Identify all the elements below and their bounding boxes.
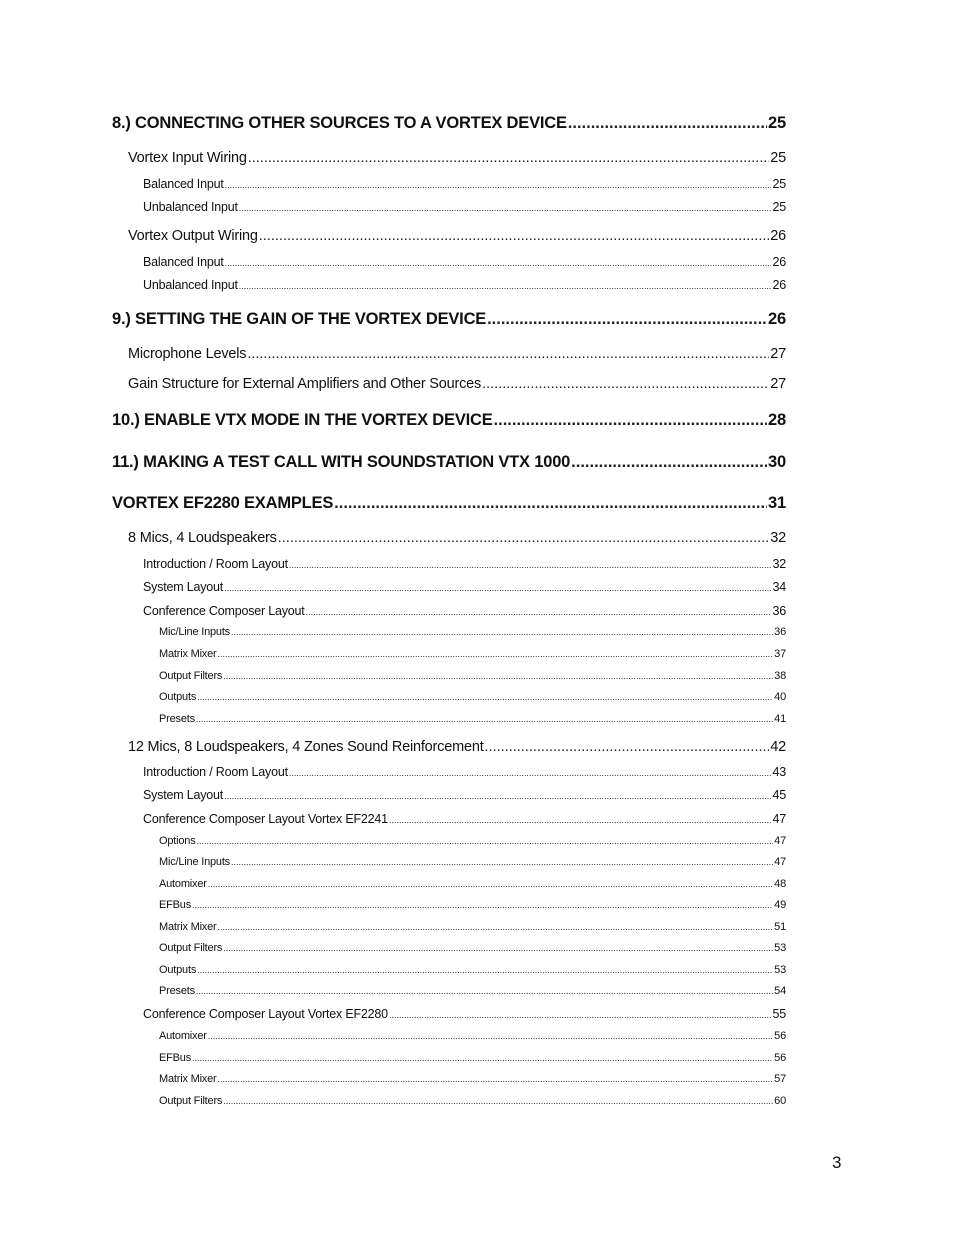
toc-entry-page: 40: [774, 691, 786, 703]
toc-entry-page: 38: [774, 670, 786, 682]
toc-entry-title: Introduction / Room Layout: [143, 557, 288, 571]
toc-entry-title: Automixer: [159, 1030, 207, 1042]
toc-entry-title: 12 Mics, 8 Loudspeakers, 4 Zones Sound Reinforcement: [128, 739, 484, 755]
toc-entry-page: 25: [772, 200, 786, 214]
toc-entry[interactable]: [159, 879, 786, 890]
dot-leader: [389, 816, 772, 825]
toc-entry[interactable]: [112, 311, 786, 328]
toc-entry-page: 26: [772, 278, 786, 292]
toc-entry-title: System Layout: [143, 580, 224, 594]
toc-entry-title: 8 Mics, 4 Loudspeakers: [128, 530, 277, 546]
toc-entry-title: Unbalanced Input: [143, 200, 238, 214]
toc-entry-page: 47: [774, 835, 786, 847]
toc-entry[interactable]: [143, 605, 786, 618]
toc-entry-title: Conference Composer Layout Vortex EF2280: [143, 1007, 388, 1021]
toc-entry[interactable]: [128, 151, 786, 166]
dot-leader: [239, 282, 772, 291]
toc-entry[interactable]: [159, 671, 786, 682]
dot-leader: [247, 347, 769, 362]
toc-entry-page: 27: [770, 346, 786, 362]
toc-entry-page: 37: [774, 648, 786, 660]
toc-entry-title: Balanced Input: [143, 255, 224, 269]
toc-entry[interactable]: [159, 857, 786, 868]
toc-entry-title: Balanced Input: [143, 177, 224, 191]
toc-entry[interactable]: [112, 454, 786, 471]
dot-leader: [192, 1054, 773, 1063]
dot-leader: [223, 1097, 773, 1106]
dot-leader: [224, 584, 771, 593]
toc-entry-page: 25: [772, 177, 786, 191]
toc-entry[interactable]: [159, 714, 786, 725]
toc-entry-page: 47: [774, 856, 786, 868]
toc-entry-title: Options: [159, 835, 196, 847]
toc-entry-title: EFBus: [159, 1052, 192, 1064]
dot-leader: [192, 901, 773, 910]
toc-entry[interactable]: [143, 766, 786, 779]
dot-leader: [389, 1011, 772, 1020]
dot-leader: [334, 495, 767, 512]
toc-entry[interactable]: [159, 1053, 786, 1064]
toc-entry-title: Output Filters: [159, 670, 223, 682]
toc-entry-title: Vortex Output Wiring: [128, 228, 258, 244]
toc-entry-title: Mic/Line Inputs: [159, 626, 230, 638]
toc-entry[interactable]: [143, 1008, 786, 1021]
dot-leader: [197, 966, 773, 975]
toc-entry[interactable]: [159, 965, 786, 976]
toc-entry-page: 47: [772, 812, 786, 826]
toc-entry-page: 26: [770, 228, 786, 244]
page-number: 3: [832, 1153, 842, 1172]
toc-entry[interactable]: [143, 558, 786, 571]
toc-entry[interactable]: [143, 201, 786, 214]
dot-leader: [289, 561, 772, 570]
toc-entry-page: 53: [774, 964, 786, 976]
dot-leader: [485, 740, 770, 755]
toc-entry-title: 10.) ENABLE VTX MODE IN THE VORTEX DEVICE: [112, 411, 493, 429]
toc-entry[interactable]: [112, 495, 786, 512]
dot-leader: [218, 650, 774, 659]
toc-entry[interactable]: [159, 649, 786, 660]
toc-entry-page: 43: [772, 765, 786, 779]
dot-leader: [197, 837, 774, 846]
toc-entry-title: System Layout: [143, 788, 224, 802]
toc-entry-page: 55: [772, 1007, 786, 1021]
toc-entry-title: Outputs: [159, 691, 197, 703]
toc-entry-title: Gain Structure for External Amplifiers and Other Sources: [128, 376, 482, 392]
toc-entry[interactable]: [159, 943, 786, 954]
dot-leader: [289, 769, 772, 778]
toc-entry-page: 28: [768, 411, 786, 429]
toc-entry-title: Mic/Line Inputs: [159, 856, 230, 868]
toc-entry-title: Microphone Levels: [128, 346, 247, 362]
toc-entry-page: 41: [774, 713, 786, 725]
toc-entry[interactable]: [159, 627, 786, 638]
dot-leader: [259, 229, 769, 244]
toc-entry-page: 36: [774, 626, 786, 638]
toc-entry-page: 53: [774, 942, 786, 954]
toc-entry-page: 60: [774, 1095, 786, 1107]
toc-entry-page: 56: [774, 1030, 786, 1042]
dot-leader: [225, 181, 772, 190]
toc-entry[interactable]: [159, 922, 786, 933]
toc-entry[interactable]: [159, 692, 786, 703]
toc-entry-title: Automixer: [159, 878, 207, 890]
toc-entry-page: 27: [770, 376, 786, 392]
toc-entry-title: VORTEX EF2280 EXAMPLES: [112, 494, 334, 512]
dot-leader: [248, 151, 770, 166]
toc-entry-title: Presets: [159, 713, 195, 725]
toc-entry[interactable]: [159, 1031, 786, 1042]
dot-leader: [487, 311, 767, 328]
dot-leader: [196, 987, 773, 996]
dot-leader: [225, 259, 772, 268]
toc-entry-title: Outputs: [159, 964, 197, 976]
toc-entry-title: Matrix Mixer: [159, 1073, 217, 1085]
toc-entry-title: Conference Composer Layout: [143, 604, 305, 618]
dot-leader: [223, 944, 773, 953]
toc-entry-page: 51: [774, 921, 786, 933]
toc-entry-title: Introduction / Room Layout: [143, 765, 288, 779]
dot-leader: [223, 672, 773, 681]
dot-leader: [208, 1032, 773, 1041]
toc-entry-title: 8.) CONNECTING OTHER SOURCES TO A VORTEX DEVICE: [112, 114, 567, 132]
toc-entry-title: Presets: [159, 985, 195, 997]
dot-leader: [231, 628, 773, 637]
toc-entry[interactable]: [143, 256, 786, 269]
toc-entry[interactable]: [112, 115, 786, 132]
toc-entry[interactable]: [159, 900, 786, 911]
dot-leader: [208, 880, 773, 889]
toc-entry[interactable]: [143, 581, 786, 594]
toc-entry-title: Conference Composer Layout Vortex EF2241: [143, 812, 388, 826]
toc-entry[interactable]: [128, 229, 786, 244]
toc-entry-page: 25: [768, 114, 786, 132]
dot-leader: [306, 608, 772, 617]
toc-entry-page: 56: [774, 1052, 786, 1064]
toc-entry-title: Unbalanced Input: [143, 278, 238, 292]
toc-entry-page: 45: [772, 788, 786, 802]
toc-entry-page: 48: [774, 878, 786, 890]
toc-entry-title: Matrix Mixer: [159, 648, 217, 660]
dot-leader: [239, 204, 772, 213]
toc-entry-page: 49: [774, 899, 786, 911]
toc-entry[interactable]: [112, 412, 786, 429]
toc-entry[interactable]: [143, 178, 786, 191]
toc-entry-page: 32: [770, 530, 786, 546]
toc-entry-page: 54: [774, 985, 786, 997]
toc-entry[interactable]: [143, 789, 786, 802]
toc-entry-title: Matrix Mixer: [159, 921, 217, 933]
toc-entry[interactable]: [159, 1074, 786, 1085]
toc-entry[interactable]: [128, 740, 786, 755]
toc-entry-page: 42: [770, 739, 786, 755]
dot-leader: [278, 531, 770, 546]
dot-leader: [196, 715, 773, 724]
toc-entry-page: 30: [768, 453, 786, 471]
dot-leader: [218, 923, 774, 932]
toc-entry[interactable]: [143, 279, 786, 292]
toc-entry-page: 36: [772, 604, 786, 618]
toc-entry[interactable]: [128, 377, 786, 392]
toc-entry-page: 31: [768, 494, 786, 512]
toc-entry-title: Output Filters: [159, 942, 223, 954]
dot-leader: [218, 1075, 774, 1084]
dot-leader: [231, 858, 773, 867]
toc-entry-page: 26: [772, 255, 786, 269]
toc-entry-title: Vortex Input Wiring: [128, 150, 247, 166]
toc-entry[interactable]: [128, 531, 786, 546]
toc-entry[interactable]: [159, 836, 786, 847]
toc-entry[interactable]: [159, 986, 786, 997]
toc-entry-page: 34: [772, 580, 786, 594]
toc-entry-page: 32: [772, 557, 786, 571]
toc-entry-title: 9.) SETTING THE GAIN OF THE VORTEX DEVICE: [112, 310, 487, 328]
toc-entry-title: EFBus: [159, 899, 192, 911]
toc-entry-page: 26: [768, 310, 786, 328]
toc-entry[interactable]: [128, 347, 786, 362]
dot-leader: [197, 693, 773, 702]
toc-entry[interactable]: [159, 1096, 786, 1107]
dot-leader: [571, 454, 767, 471]
toc-entry[interactable]: [143, 813, 786, 826]
dot-leader: [494, 412, 768, 429]
toc-entry-title: Output Filters: [159, 1095, 223, 1107]
dot-leader: [224, 792, 771, 801]
toc-entry-page: 25: [770, 150, 786, 166]
dot-leader: [568, 115, 767, 132]
dot-leader: [482, 377, 769, 392]
toc-entry-page: 57: [774, 1073, 786, 1085]
toc-entry-title: 11.) MAKING A TEST CALL WITH SOUNDSTATION VTX 1000: [112, 453, 571, 471]
